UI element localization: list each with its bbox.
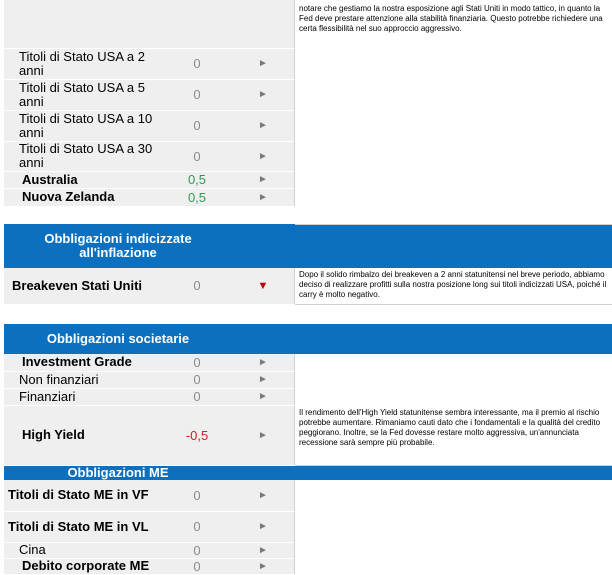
row-label: Titoli di Stato USA a 2 anni (4, 48, 162, 79)
row-value: 0 (162, 354, 232, 371)
row-value: 0 (162, 511, 232, 542)
row-label: Titoli di Stato USA a 10 anni (4, 110, 162, 141)
row-label: Non finanziari (4, 371, 162, 388)
section-header-corporate: Obbligazioni societarie (4, 324, 232, 354)
arrow-right-icon: ► (232, 171, 295, 188)
table-row (4, 354, 612, 371)
arrow-right-icon: ► (232, 79, 295, 110)
row-value: 0 (162, 542, 232, 558)
row-value: 0,5 (162, 171, 232, 188)
row-value: 0 (162, 371, 232, 388)
arrow-right-icon: ► (232, 48, 295, 79)
arrow-right-icon: ► (232, 141, 295, 171)
row-label: Cina (4, 542, 162, 558)
row-label: Titoli di Stato ME in VF (4, 480, 162, 511)
arrow-right-icon: ► (232, 110, 295, 141)
arrow-right-icon: ► (232, 388, 295, 405)
arrow-down-icon: ▼ (232, 268, 295, 304)
comment-high-yield: Il rendimento dell'High Yield statunitense sembra interessante, ma il premio al rischio potrebbe aumentare. Rimaniamo cauti dato che i fondamentali e la qualità del credito peggiorano. Inoltre, se la Fed dovesse restare molto aggressiva, un'annunciata recessione sarà sempre più probabile. (295, 405, 612, 465)
arrow-right-icon: ► (232, 558, 295, 574)
comment-breakeven: Dopo il solido rimbalzo dei breakeven a 2 anni statunitensi nel breve periodo, abbiamo deciso di realizzare profitti sulla nostra posizione long sui titoli indicizzati USA, poiché il carry è molto negativo. (295, 268, 612, 304)
row-value: 0 (162, 480, 232, 511)
arrow-right-icon: ► (232, 542, 295, 558)
row-value: -0,5 (162, 405, 232, 465)
row-value: 0 (162, 79, 232, 110)
table-row (4, 48, 612, 79)
row-value: 0 (162, 141, 232, 171)
allocation-table (4, 0, 612, 575)
row-value: 0 (162, 388, 232, 405)
row-label: Titoli di Stato USA a 5 anni (4, 79, 162, 110)
row-label: High Yield (4, 405, 162, 465)
arrow-right-icon: ► (232, 188, 295, 206)
arrow-right-icon: ► (232, 480, 295, 511)
arrow-right-icon: ► (232, 511, 295, 542)
row-label: Australia (4, 171, 162, 188)
row-value: 0 (162, 268, 232, 304)
row-label: Titoli di Stato USA a 30 anni (4, 141, 162, 171)
row-label: Investment Grade (4, 354, 162, 371)
comment-usa: notare che gestiamo la nostra esposizione agli Stati Uniti in modo tattico, in quanto la Fed deve prestare attenzione alla stabilità finanziaria. Questo potrebbe richiedere una certa flessibilità nel suo approccio aggressivo. (295, 0, 612, 48)
table-row (4, 480, 612, 511)
row-label: Nuova Zelanda (4, 188, 162, 206)
table-row (4, 405, 612, 465)
arrow-right-icon: ► (232, 354, 295, 371)
row-label: Breakeven Stati Uniti (4, 268, 162, 304)
row-label: Debito corporate ME (4, 558, 162, 574)
row-value: 0 (162, 110, 232, 141)
row-value: 0,5 (162, 188, 232, 206)
row-label: Finanziari (4, 388, 162, 405)
row-label: Titoli di Stato ME in VL (4, 511, 162, 542)
section-header-em: Obbligazioni ME (4, 465, 232, 480)
section-header-inflation: Obbligazioni indicizzate all'inflazione (4, 224, 232, 268)
row-value: 0 (162, 48, 232, 79)
arrow-right-icon: ► (232, 405, 295, 465)
table-row (4, 268, 612, 304)
arrow-right-icon: ► (232, 371, 295, 388)
row-value: 0 (162, 558, 232, 574)
